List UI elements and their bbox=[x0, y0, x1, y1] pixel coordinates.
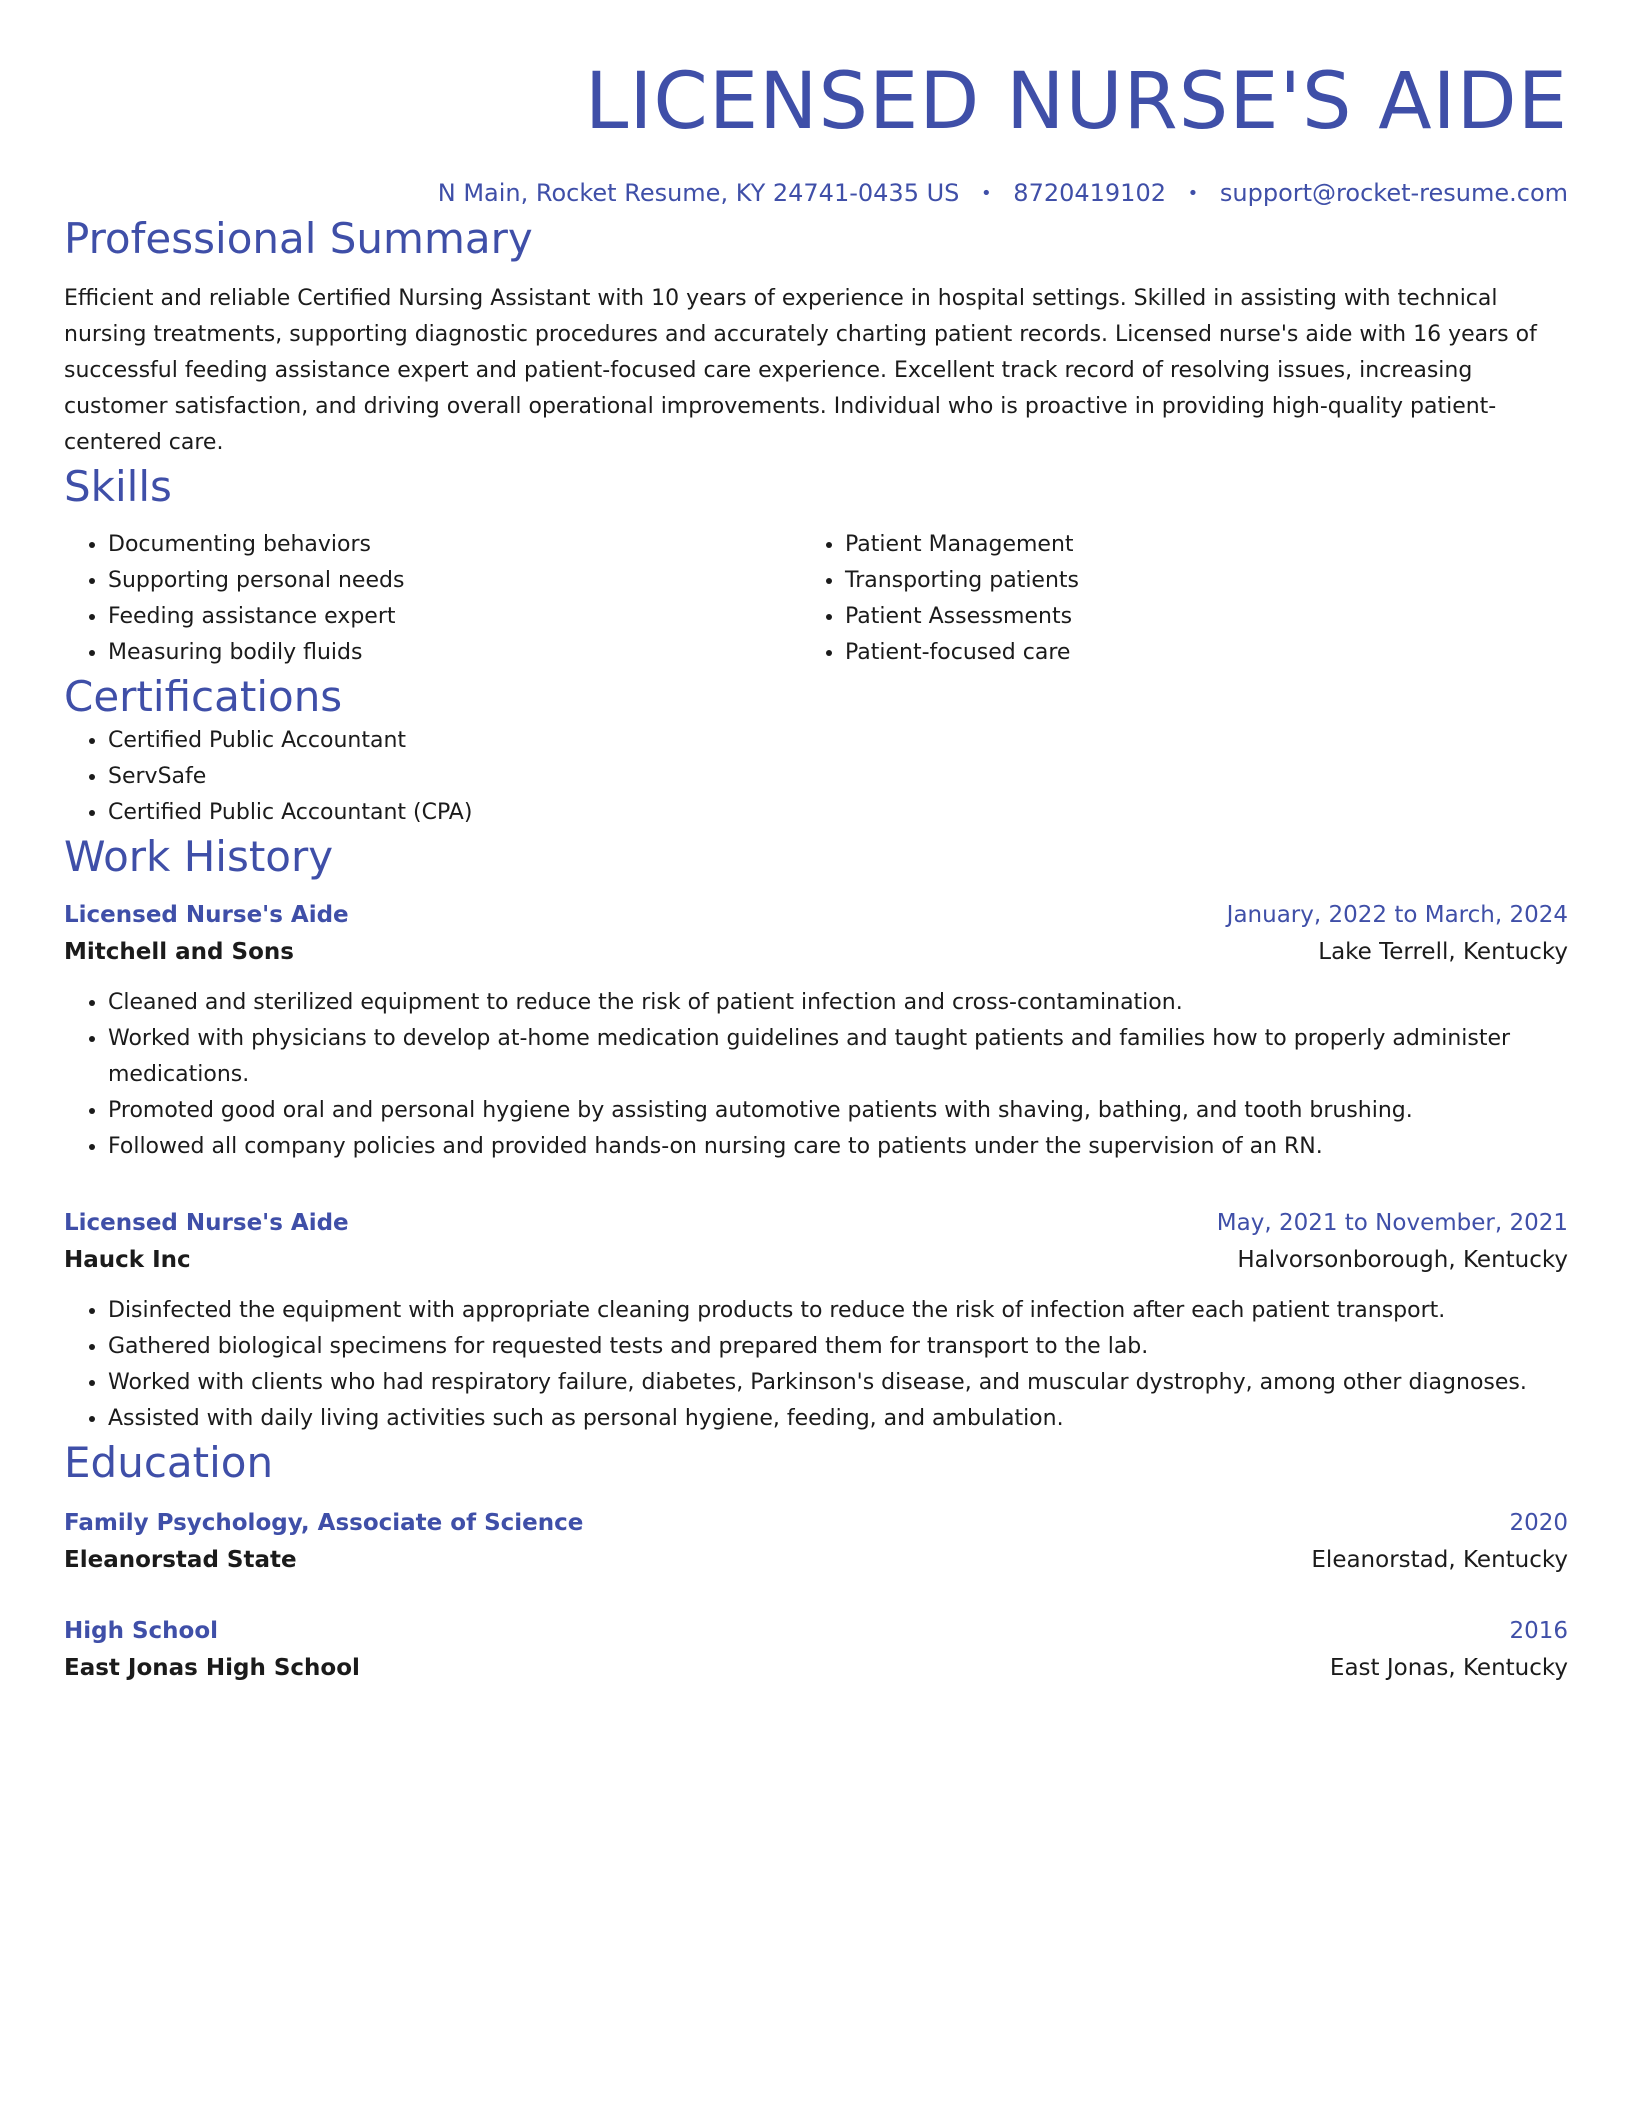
skill-item: • Measuring bodily fluids bbox=[108, 635, 801, 671]
skills-list bbox=[64, 527, 1568, 671]
skill-item: • Supporting personal needs bbox=[108, 563, 801, 599]
education-location: Eleanorstad, Kentucky bbox=[1311, 1547, 1568, 1573]
education-degree: High School bbox=[64, 1618, 219, 1644]
resume-title: LICENSED NURSE'S AIDE bbox=[584, 57, 1568, 147]
education-entry bbox=[64, 1505, 1568, 1579]
job-dates: May, 2021 to November, 2021 bbox=[1216, 1210, 1568, 1236]
certification-item: • Certified Public Accountant bbox=[108, 723, 1568, 759]
job-duty-item: • Promoted good oral and personal hygiene by assisting automotive patients with shaving, bathing, and tooth brushing. bbox=[108, 1093, 1568, 1129]
education-year: 2020 bbox=[1509, 1510, 1568, 1536]
job-duty-item: • Assisted with daily living activities such as personal hygiene, feeding, and ambulation. bbox=[108, 1401, 1568, 1437]
contact-phone: 8720419102 bbox=[1013, 179, 1166, 207]
job-title: Licensed Nurse's Aide bbox=[64, 902, 349, 928]
job-duty-item: • Followed all company policies and provided hands-on nursing care to patients under the supervision of an RN. bbox=[108, 1129, 1568, 1165]
job-duties bbox=[64, 1293, 1568, 1437]
skill-item: • Patient-focused care bbox=[845, 635, 1538, 671]
job-entry bbox=[64, 1205, 1568, 1437]
summary-text: Efficient and reliable Certified Nursing Assistant with 10 years of experience in hospital settings. Skilled in assisting with technical nursing treatments, supporting diagnostic procedures and accurately charting patient records. Licensed nurse's aide with 16 years of successful feeding assistance expert and patient-focused care experience. Excellent track record of resolving issues, increasing customer satisfaction, and driving overall operational improvements. Individual who is proactive in providing high-quality patient-centered care. bbox=[64, 286, 1537, 455]
job-dates: January, 2022 to March, 2024 bbox=[1226, 902, 1568, 928]
skill-item: • Transporting patients bbox=[845, 563, 1538, 599]
job-duty-item: • Gathered biological specimens for requested tests and prepared them for transport to the lab. bbox=[108, 1329, 1568, 1365]
education-entry bbox=[64, 1613, 1568, 1687]
job-company: Mitchell and Sons bbox=[64, 939, 294, 965]
skills-heading: Skills bbox=[64, 462, 172, 511]
job-location: Lake Terrell, Kentucky bbox=[1318, 939, 1568, 965]
separator-dot: • bbox=[981, 183, 992, 204]
job-duty-item: • Disinfected the equipment with appropriate cleaning products to reduce the risk of infection after each patient transport. bbox=[108, 1293, 1568, 1329]
work-history-heading: Work History bbox=[64, 832, 334, 881]
education-school: Eleanorstad State bbox=[64, 1547, 297, 1573]
education-year: 2016 bbox=[1509, 1618, 1568, 1644]
skills-column-right bbox=[801, 527, 1538, 671]
education-degree: Family Psychology, Associate of Science bbox=[64, 1510, 584, 1536]
education-location: East Jonas, Kentucky bbox=[1329, 1655, 1568, 1681]
education-heading: Education bbox=[64, 1438, 274, 1487]
job-duty-item: • Worked with physicians to develop at-home medication guidelines and taught patients and families how to properly administer medications. bbox=[108, 1021, 1568, 1093]
job-entry bbox=[64, 897, 1568, 1165]
skill-item: • Patient Management bbox=[845, 527, 1538, 563]
job-duties bbox=[64, 985, 1568, 1165]
summary-heading: Professional Summary bbox=[64, 214, 533, 263]
certification-item: • Certified Public Accountant (CPA) bbox=[108, 795, 1568, 831]
skills-column-left bbox=[64, 527, 801, 671]
contact-line bbox=[64, 176, 1568, 213]
certifications-list bbox=[64, 723, 1568, 831]
job-duty-item: • Cleaned and sterilized equipment to reduce the risk of patient infection and cross-contamination. bbox=[108, 985, 1568, 1021]
skill-item: • Patient Assessments bbox=[845, 599, 1538, 635]
separator-dot: • bbox=[1187, 183, 1199, 204]
job-location: Halvorsonborough, Kentucky bbox=[1237, 1247, 1568, 1273]
job-duty-item: • Worked with clients who had respiratory failure, diabetes, Parkinson's disease, and muscular dystrophy, among other diagnoses. bbox=[108, 1365, 1568, 1401]
certification-item: • ServSafe bbox=[108, 759, 1568, 795]
certifications-heading: Certifications bbox=[64, 672, 343, 721]
education-school: East Jonas High School bbox=[64, 1655, 360, 1681]
job-title: Licensed Nurse's Aide bbox=[64, 1210, 349, 1236]
contact-email[interactable]: support@rocket-resume.com bbox=[1219, 179, 1568, 207]
contact-address: N Main, Rocket Resume, KY 24741-0435 US bbox=[437, 179, 960, 207]
skill-item: • Documenting behaviors bbox=[108, 527, 801, 563]
skill-item: • Feeding assistance expert bbox=[108, 599, 801, 635]
job-company: Hauck Inc bbox=[64, 1247, 191, 1273]
